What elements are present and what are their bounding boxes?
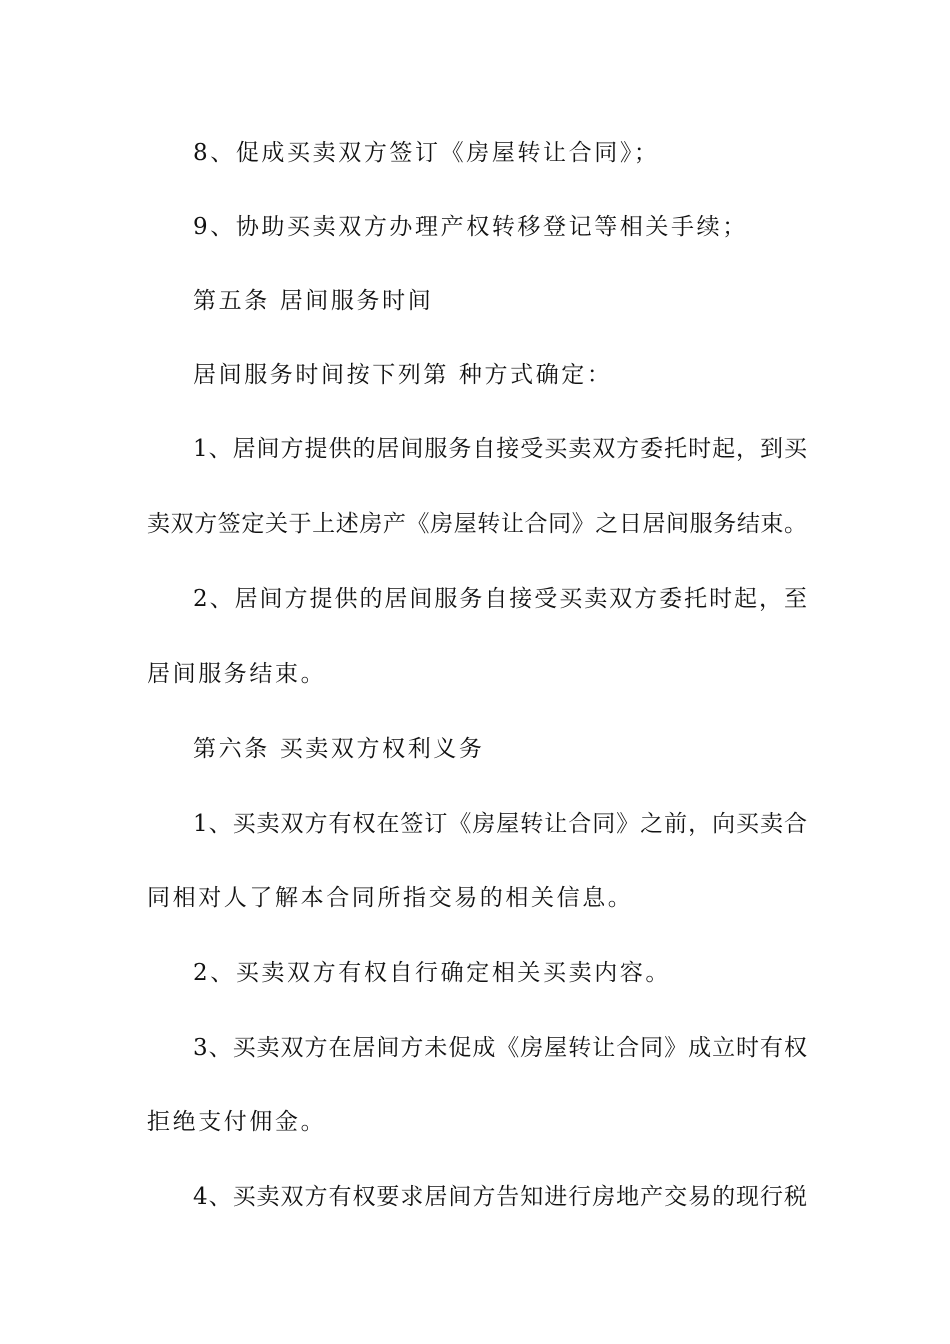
paragraph-line-15: 4、买卖双方有权要求居间方告知进行房地产交易的现行税 xyxy=(193,1184,807,1210)
paragraph-line-5: 1、居间方提供的居间服务自接受买卖双方委托时起，到买 xyxy=(193,436,807,462)
paragraph-line-4: 居间服务时间按下列第 种方式确定： xyxy=(193,362,613,388)
paragraph-line-12: 2、买卖双方有权自行确定相关买卖内容。 xyxy=(193,960,672,986)
paragraph-line-13: 3、买卖双方在居间方未促成《房屋转让合同》成立时有权 xyxy=(193,1035,807,1061)
paragraph-line-8: 居间服务结束。 xyxy=(147,661,327,687)
paragraph-line-14: 拒绝支付佣金。 xyxy=(147,1109,327,1135)
section-heading-6: 第六条 买卖双方权利义务 xyxy=(193,736,485,762)
paragraph-line-2: 9、协助买卖双方办理产权转移登记等相关手续； xyxy=(193,214,748,240)
paragraph-line-6: 卖双方签定关于上述房产《房屋转让合同》之日居间服务结束。 xyxy=(147,511,807,537)
paragraph-line-10: 1、买卖双方有权在签订《房屋转让合同》之前，向买卖合 xyxy=(193,811,807,837)
paragraph-line-11: 同相对人了解本合同所指交易的相关信息。 xyxy=(147,885,634,911)
paragraph-line-1: 8、促成买卖双方签订《房屋转让合同》； xyxy=(193,140,660,166)
section-heading-5: 第五条 居间服务时间 xyxy=(193,288,434,314)
paragraph-line-7: 2、居间方提供的居间服务自接受买卖双方委托时起，至 xyxy=(193,586,807,612)
